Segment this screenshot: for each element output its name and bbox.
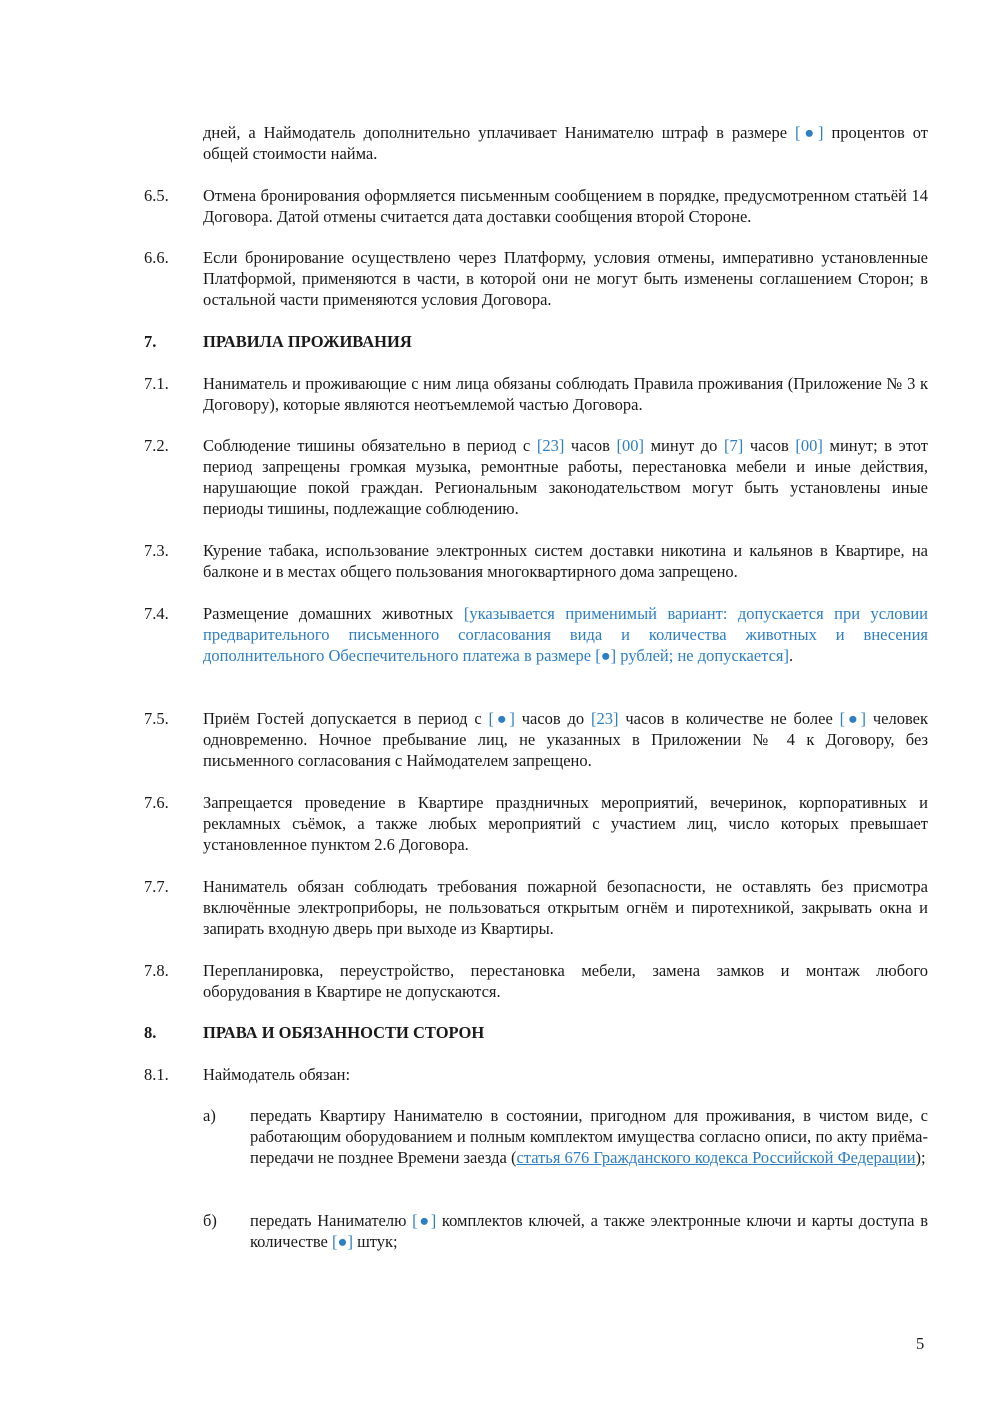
subclause-letter: б) bbox=[203, 1211, 217, 1230]
section-title: ПРАВИЛА ПРОЖИВАНИЯ bbox=[203, 332, 412, 351]
clause-number: 7.7. bbox=[144, 877, 169, 896]
clause-text: Отмена бронирования оформляется письменным сообщением в порядке, предусмотренном статьёй 14 Договора. Датой отмены считается дата доставки сообщения второй Стороне. bbox=[203, 186, 928, 226]
clause-text: Размещение домашних животных [указывается применимый вариант: допускается при условии предварительного письменного согласования вида и количества животных и внесения дополнительного Обеспечительного платежа в размере [●] рублей; не допускается]. bbox=[203, 604, 928, 665]
placeholder: [●] bbox=[412, 1211, 437, 1230]
page-number: 5 bbox=[916, 1334, 925, 1353]
placeholder-option-text: [указывается применимый вариант: допускается при условии предварительного письменного согласования вида и количества животных и внесения дополнительного Обеспечительного платежа в размере [●] рублей; не допускается] bbox=[203, 604, 928, 665]
clause-number: 7.1. bbox=[144, 374, 169, 393]
clause-number: 8.1. bbox=[144, 1065, 169, 1084]
clause-text: Если бронирование осуществлено через Платформу, условия отмены, императивно установленные Платформой, применяются в части, в которой они не могут быть изменены соглашением Сторон; в остальной части применяются условия Договора. bbox=[203, 248, 928, 309]
clause-number: 6.6. bbox=[144, 248, 169, 267]
clause-text: Наниматель и проживающие с ним лица обязаны соблюдать Правила проживания (Приложение № 3 к Договору), которые являются неотъемлемой частью Договора. bbox=[203, 374, 928, 414]
subclause-text: передать Нанимателю [●] комплектов ключей, а также электронные ключи и карты доступа в количестве [●] штук; bbox=[250, 1211, 928, 1251]
section-number: 7. bbox=[144, 332, 157, 351]
clause-number: 7.8. bbox=[144, 961, 169, 980]
subclause-letter: а) bbox=[203, 1106, 216, 1125]
clause-text: Перепланировка, переустройство, перестановка мебели, замена замков и монтаж любого оборудования в Квартире не допускаются. bbox=[203, 961, 928, 1001]
clause-number: 7.6. bbox=[144, 793, 169, 812]
clause-text: Наниматель обязан соблюдать требования пожарной безопасности, не оставлять без присмотра включённые электроприборы, не пользоваться открытым огнём и пиротехникой, закрывать окна и запирать входную дверь при выходе из Квартиры. bbox=[203, 877, 928, 938]
clause-text: Наймодатель обязан: bbox=[203, 1065, 351, 1084]
clause-number: 7.3. bbox=[144, 541, 169, 560]
clause-text: Соблюдение тишины обязательно в период с [23] часов [00] минут до [7] часов [00] минут; в этот период запрещены громкая музыка, ремонтные работы, перестановка мебели и иные действия, нарушающие покой граждан. Региональным законодательством могут быть установлены иные периоды тишины, подлежащие соблюдению. bbox=[203, 436, 928, 518]
clause-text: Приём Гостей допускается в период с [●] часов до [23] часов в количестве не более [●] человек одновременно. Ночное пребывание лиц, не указанных в Приложении № 4 к Договору, без письменного согласования с Наймодателем запрещено. bbox=[203, 709, 928, 770]
subclause-text: передать Квартиру Нанимателю в состоянии, пригодном для проживания, в чистом виде, с работающим оборудованием и полным комплектом имущества согласно описи, по акту приёма-передачи не позднее Времени заезда (статья 676 Гражданского кодекса Российской Федерации); bbox=[250, 1106, 928, 1167]
civil-code-article-link[interactable]: статья 676 Гражданского кодекса Российской Федерации bbox=[516, 1148, 916, 1167]
placeholder: [●] bbox=[331, 1232, 353, 1251]
paragraph-text: дней, а Наймодатель дополнительно уплачивает Нанимателю штраф в размере [●] процентов от общей стоимости найма. bbox=[203, 123, 928, 163]
clause-number: 7.4. bbox=[144, 604, 169, 623]
placeholder: [●] bbox=[839, 709, 866, 728]
placeholder: [00] bbox=[616, 436, 645, 455]
placeholder: [00] bbox=[795, 436, 823, 455]
placeholder: [23] bbox=[591, 709, 619, 728]
clause-number: 6.5. bbox=[144, 186, 169, 205]
clause-number: 7.2. bbox=[144, 436, 169, 455]
placeholder: [●] bbox=[794, 123, 824, 142]
section-title: ПРАВА И ОБЯЗАННОСТИ СТОРОН bbox=[203, 1023, 485, 1042]
placeholder: [7] bbox=[724, 436, 744, 455]
placeholder: [23] bbox=[536, 436, 565, 455]
section-number: 8. bbox=[144, 1023, 157, 1042]
clause-text: Запрещается проведение в Квартире праздничных мероприятий, вечеринок, корпоративных и рекламных съёмок, а также любых мероприятий с участием лиц, число которых превышает установленное пунктом 2.6 Договора. bbox=[203, 793, 928, 854]
clause-text: Курение табака, использование электронных систем доставки никотина и кальянов в Квартире, на балконе и в местах общего пользования многоквартирного дома запрещено. bbox=[203, 541, 928, 581]
placeholder: [●] bbox=[488, 709, 515, 728]
clause-number: 7.5. bbox=[144, 709, 169, 728]
